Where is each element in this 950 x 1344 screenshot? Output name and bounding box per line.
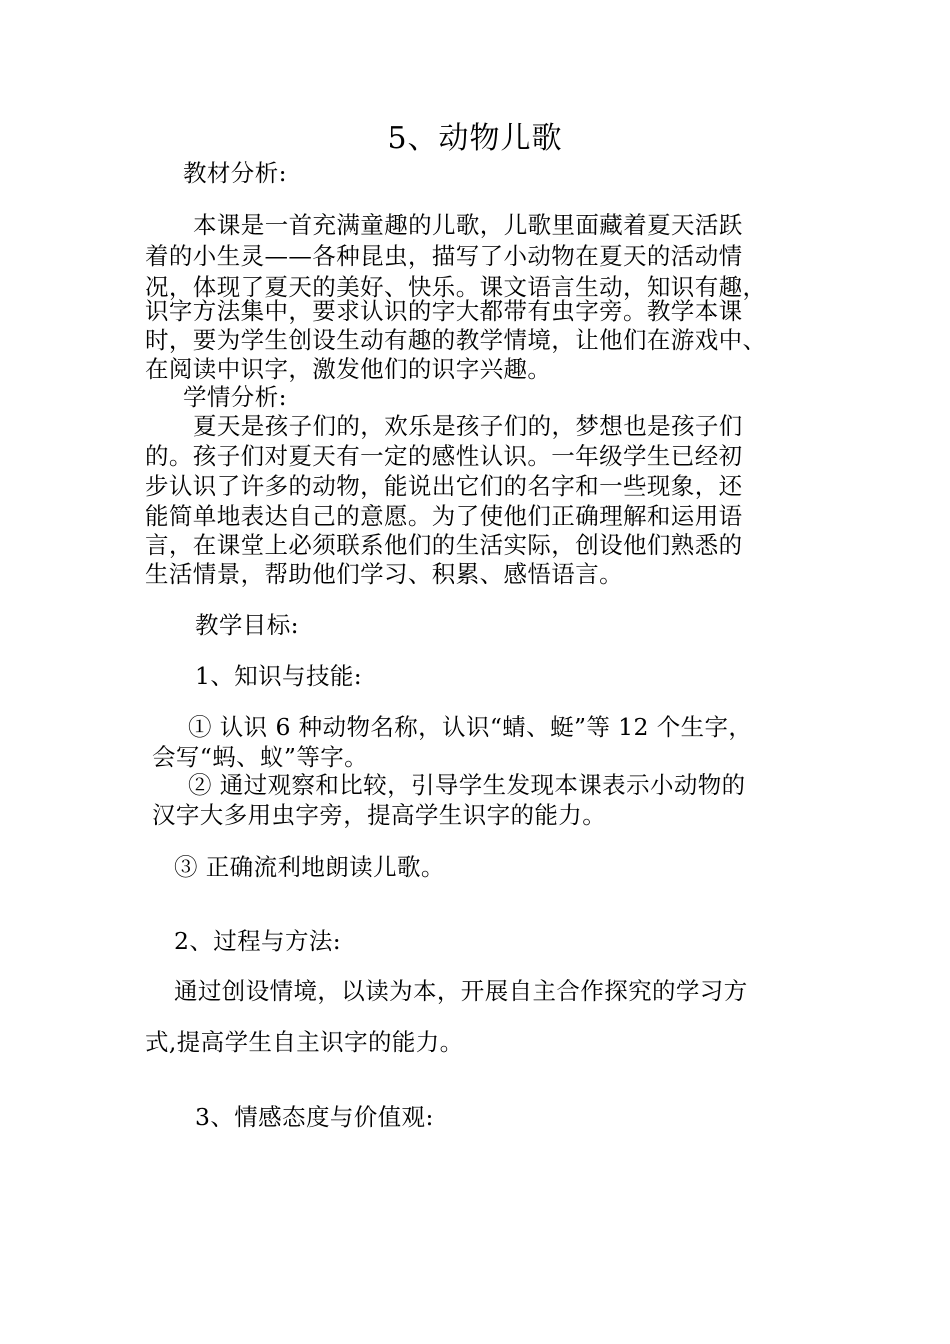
- material-analysis-heading: 教材分析:: [183, 159, 287, 187]
- paragraph-line: 通过创设情境，以读为本，开展自主合作探究的学习方: [174, 977, 748, 1005]
- paragraph-line: 步认识了许多的动物，能说出它们的名字和一些现象，还: [145, 472, 743, 500]
- paragraph-line: 言，在课堂上必须联系他们的生活实际，创设他们熟悉的: [145, 531, 743, 559]
- paragraph-line: 在阅读中识字，激发他们的识字兴趣。: [145, 355, 552, 383]
- paragraph-line: 的。孩子们对夏天有一定的感性认识。一年级学生已经初: [145, 442, 743, 470]
- process-method-heading: 2、过程与方法:: [174, 927, 342, 955]
- paragraph-line: 式,提高学生自主识字的能力。: [145, 1028, 464, 1056]
- list-item: 汉字大多用虫字旁，提高学生识字的能力。: [152, 801, 607, 829]
- paragraph-line: 能简单地表达自己的意愿。为了使他们正确理解和运用语: [145, 502, 743, 530]
- page-title: 5、动物儿歌: [387, 121, 563, 156]
- student-analysis-heading: 学情分析:: [183, 383, 287, 411]
- paragraph-line: 夏天是孩子们的，欢乐是孩子们的，梦想也是孩子们: [193, 412, 743, 440]
- knowledge-skills-heading: 1、知识与技能:: [195, 662, 363, 690]
- teaching-goals-heading: 教学目标:: [195, 611, 299, 639]
- paragraph-line: 况，体现了夏天的美好、快乐。课文语言生动，知识有趣，: [145, 273, 767, 301]
- emotion-values-heading: 3、情感态度与价值观:: [195, 1103, 434, 1131]
- list-item: ③ 正确流利地朗读儿歌。: [174, 853, 445, 881]
- paragraph-line: 生活情景，帮助他们学习、积累、感悟语言。: [145, 560, 623, 588]
- paragraph-line: 时，要为学生创设生动有趣的教学情境，让他们在游戏中、: [145, 326, 767, 354]
- paragraph-line: 着的小生灵——各种昆虫，描写了小动物在夏天的活动情: [145, 242, 743, 270]
- paragraph-line: 本课是一首充满童趣的儿歌，儿歌里面藏着夏天活跃: [193, 211, 743, 239]
- list-item: 会写“蚂、蚁”等字。: [152, 743, 369, 771]
- paragraph-line: 识字方法集中，要求认识的字大都带有虫字旁。教学本课: [145, 297, 743, 325]
- list-item: ② 通过观察和比较，引导学生发现本课表示小动物的: [188, 771, 746, 799]
- list-item: ① 认识 6 种动物名称，认识“蜻、蜓”等 12 个生字，: [188, 713, 753, 741]
